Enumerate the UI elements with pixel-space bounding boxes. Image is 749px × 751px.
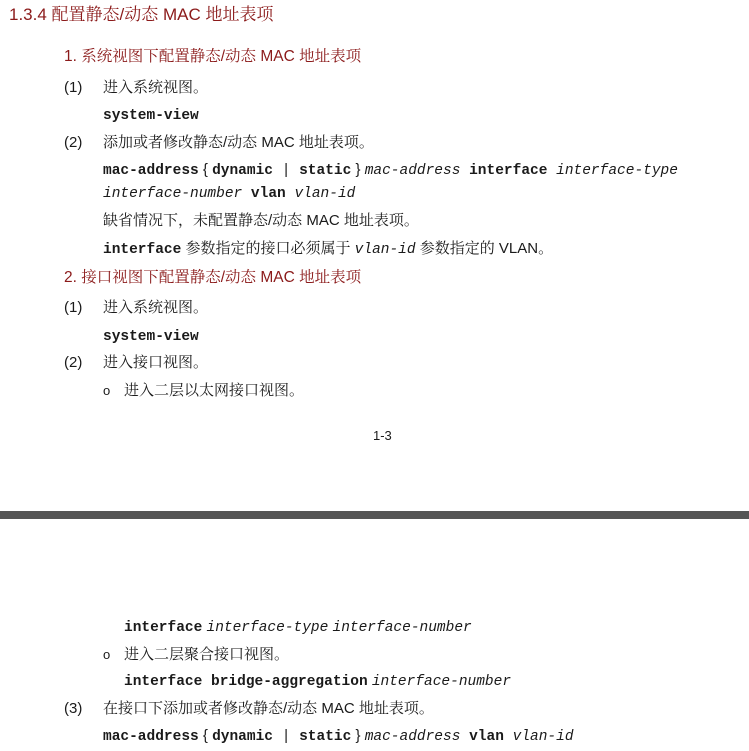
step-text: 进入接口视图。	[103, 354, 209, 371]
page-number: 1-3	[373, 428, 392, 443]
command-keyword: interface	[460, 163, 557, 179]
command-keyword: static	[299, 729, 352, 745]
command-keyword: vlan	[460, 729, 513, 745]
command-argument: mac-address	[364, 729, 461, 745]
command-line	[103, 326, 199, 347]
command-keyword: dynamic	[212, 729, 273, 745]
command-argument: interface-number	[332, 620, 472, 636]
note-text: 参数指定的 VLAN。	[415, 240, 554, 257]
brace: {	[198, 161, 213, 178]
step-number: (2)	[64, 354, 83, 371]
command-line	[124, 671, 511, 692]
command-argument: vlan-id	[294, 186, 356, 202]
command-line	[124, 617, 472, 638]
command-keyword: interface	[124, 620, 203, 636]
brace: {	[198, 727, 213, 744]
command-argument: vlan-id	[512, 729, 574, 745]
command-keyword: system-view	[103, 108, 199, 124]
default-note: 缺省情况下，未配置静态/动态 MAC 地址表项。	[103, 212, 419, 229]
command-keyword: mac-address	[103, 729, 199, 745]
command-argument: interface-number	[371, 674, 512, 690]
step-text: 进入系统视图。	[103, 299, 209, 316]
note-text: 参数指定的接口必须属于	[181, 240, 355, 257]
step-number: (2)	[64, 134, 83, 151]
command-keyword: dynamic	[212, 163, 273, 179]
command-keyword: static	[299, 163, 352, 179]
subsection-title-1: 1. 系统视图下配置静态/动态 MAC 地址表项	[64, 48, 362, 65]
command-argument: interface-type	[556, 163, 678, 179]
bullet-marker: o	[103, 383, 111, 398]
section-title: 1.3.4 配置静态/动态 MAC 地址表项	[9, 5, 274, 24]
command-line	[103, 105, 199, 126]
command-keyword: system-view	[103, 329, 199, 345]
page-divider	[0, 511, 749, 519]
brace: }	[351, 727, 365, 744]
command-keyword: interface bridge-aggregation	[124, 674, 368, 690]
bullet-text: 进入二层聚合接口视图。	[124, 646, 290, 663]
command-syntax	[103, 160, 678, 181]
command-keyword: interface	[103, 242, 182, 258]
pipe: |	[273, 163, 300, 179]
step-number: (1)	[64, 79, 83, 96]
step-text: 添加或者修改静态/动态 MAC 地址表项。	[103, 134, 374, 151]
step-number: (3)	[64, 700, 83, 717]
subsection-title-2: 2. 接口视图下配置静态/动态 MAC 地址表项	[64, 269, 362, 286]
step-text: 进入系统视图。	[103, 79, 209, 96]
bullet-marker: o	[103, 647, 111, 662]
command-keyword: vlan	[242, 186, 295, 202]
command-argument: mac-address	[364, 163, 461, 179]
command-argument: interface-number	[103, 186, 243, 202]
command-syntax	[103, 726, 574, 747]
command-keyword: mac-address	[103, 163, 199, 179]
interface-note	[103, 239, 553, 260]
brace: }	[351, 161, 365, 178]
step-text: 在接口下添加或者修改静态/动态 MAC 地址表项。	[103, 700, 434, 717]
command-argument: interface-type	[206, 620, 329, 636]
command-syntax-cont	[103, 183, 355, 204]
command-argument: vlan-id	[354, 242, 416, 258]
pipe: |	[273, 729, 300, 745]
bullet-text: 进入二层以太网接口视图。	[124, 382, 305, 399]
step-number: (1)	[64, 299, 83, 316]
